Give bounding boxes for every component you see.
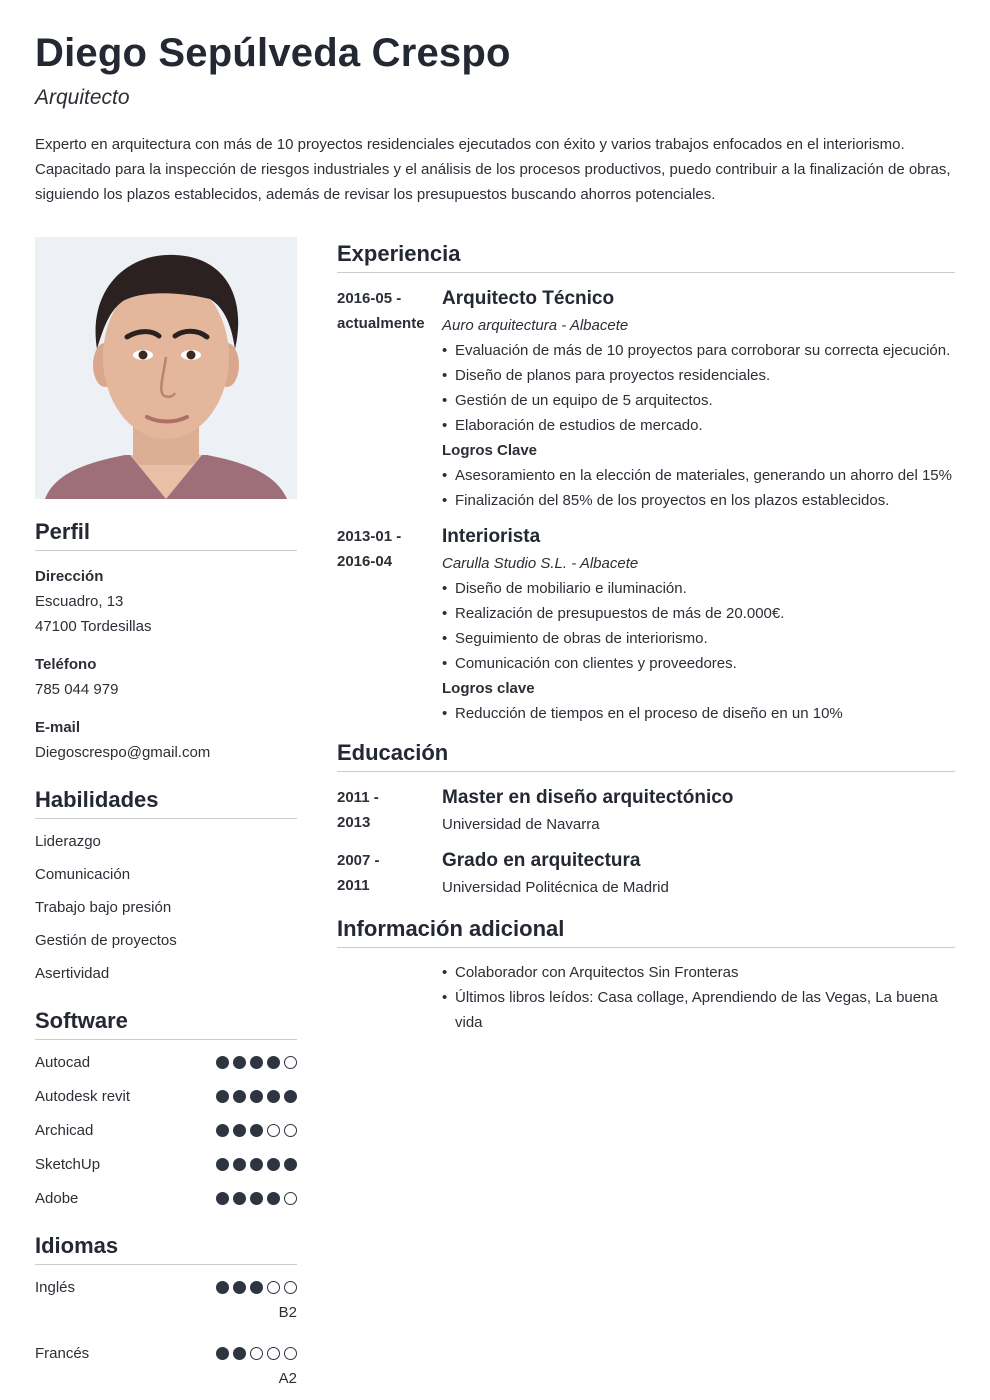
rating-dots bbox=[216, 1056, 297, 1069]
skill-item: Comunicación bbox=[35, 866, 131, 883]
software-name: Autocad bbox=[35, 1054, 91, 1071]
rating-dots bbox=[216, 1281, 297, 1294]
rating-dot-filled bbox=[250, 1158, 263, 1171]
rating-dot-empty bbox=[284, 1281, 297, 1294]
rating-dot-filled bbox=[233, 1158, 246, 1171]
rating-dot-filled bbox=[233, 1090, 246, 1103]
additional-list bbox=[442, 960, 955, 1035]
rating-dot-filled bbox=[267, 1192, 280, 1205]
phone-value: 785 044 979 bbox=[35, 681, 119, 698]
duty-bullet: • Diseño de planos para proyectos residenciales. bbox=[442, 363, 955, 388]
software-list bbox=[35, 1050, 297, 1211]
right-column bbox=[337, 241, 955, 1045]
skills-heading: Habilidades bbox=[35, 787, 297, 819]
software-item bbox=[35, 1186, 297, 1211]
experience-details bbox=[442, 523, 955, 726]
duty-bullet: • Evaluación de más de 10 proyectos para corroborar su correcta ejecución. bbox=[442, 338, 955, 363]
rating-dot-empty bbox=[267, 1347, 280, 1360]
software-item bbox=[35, 1152, 297, 1177]
date-start: 2013-01 - bbox=[337, 528, 402, 545]
rating-dot-empty bbox=[284, 1056, 297, 1069]
language-level: A2 bbox=[278, 1370, 297, 1387]
experience-list bbox=[337, 285, 955, 726]
language-name: Inglés bbox=[35, 1279, 76, 1296]
additional-bullet: • Colaborador con Arquitectos Sin Fronteras bbox=[442, 960, 955, 985]
experience-heading: Experiencia bbox=[337, 241, 955, 273]
achievements-label: Logros clave bbox=[442, 680, 535, 697]
rating-dot-filled bbox=[216, 1124, 229, 1137]
languages-heading: Idiomas bbox=[35, 1233, 297, 1265]
summary: Experto en arquitectura con más de 10 proyectos residenciales ejecutados con éxito y varios trabajos enfocados en el interiorismo. Capacitado para la inspección de riesgos industriales y el análisis de los procesos productivos, puedo contribuir a la finalización de obras, siguiendo los plazos establecidos, además de revisar los presupuestos buscando ahorros potenciales. bbox=[35, 136, 951, 203]
date-end: actualmente bbox=[337, 315, 425, 332]
rating-dot-filled bbox=[267, 1090, 280, 1103]
language-list bbox=[35, 1275, 297, 1391]
education-entry bbox=[337, 784, 955, 837]
duty-bullet: • Realización de presupuestos de más de 20.000€. bbox=[442, 601, 955, 626]
rating-dot-empty bbox=[250, 1347, 263, 1360]
address-line-1: Escuadro, 13 bbox=[35, 593, 124, 610]
date-start: 2011 - bbox=[337, 789, 379, 806]
date-end: 2013 bbox=[337, 814, 371, 831]
experience-entry bbox=[337, 285, 955, 513]
rating-dot-filled bbox=[216, 1192, 229, 1205]
degree: Master en diseño arquitectónico bbox=[442, 787, 734, 808]
additional-heading: Información adicional bbox=[337, 916, 955, 948]
date-start: 2016-05 - bbox=[337, 290, 402, 307]
language-level: B2 bbox=[278, 1304, 297, 1321]
achievements-label: Logros Clave bbox=[442, 442, 538, 459]
software-name: SketchUp bbox=[35, 1156, 101, 1173]
software-name: Autodesk revit bbox=[35, 1088, 131, 1105]
rating-dots bbox=[216, 1192, 297, 1205]
rating-dot-filled bbox=[267, 1056, 280, 1069]
address-label: Dirección bbox=[35, 568, 104, 585]
experience-details bbox=[442, 285, 955, 513]
rating-dot-filled bbox=[233, 1192, 246, 1205]
left-column bbox=[35, 237, 297, 1391]
duty-bullet: • Comunicación con clientes y proveedores. bbox=[442, 651, 955, 676]
duty-bullet: • Diseño de mobiliario e iluminación. bbox=[442, 576, 955, 601]
rating-dot-empty bbox=[284, 1192, 297, 1205]
profile-heading: Perfil bbox=[35, 519, 297, 551]
rating-dot-empty bbox=[267, 1124, 280, 1137]
rating-dots bbox=[216, 1347, 297, 1360]
skill-item: Trabajo bajo presión bbox=[35, 899, 172, 916]
rating-dot-filled bbox=[250, 1281, 263, 1294]
rating-dot-filled bbox=[233, 1124, 246, 1137]
rating-dot-filled bbox=[216, 1056, 229, 1069]
education-dates bbox=[337, 784, 442, 837]
phone-label: Teléfono bbox=[35, 656, 97, 673]
education-dates bbox=[337, 847, 442, 900]
rating-dot-filled bbox=[233, 1347, 246, 1360]
rating-dot-filled bbox=[216, 1347, 229, 1360]
skill-item: Liderazgo bbox=[35, 833, 101, 850]
education-details bbox=[442, 784, 955, 837]
rating-dot-filled bbox=[233, 1056, 246, 1069]
job-role: Interiorista bbox=[442, 526, 541, 547]
achievement-bullet: • Finalización del 85% de los proyectos en los plazos establecidos. bbox=[442, 488, 955, 513]
rating-dot-filled bbox=[233, 1281, 246, 1294]
additional-bullet: • Últimos libros leídos: Casa collage, Aprendiendo de las Vegas, La buena vida bbox=[442, 985, 955, 1035]
profile-photo bbox=[35, 237, 297, 499]
duty-bullet: • Gestión de un equipo de 5 arquitectos. bbox=[442, 388, 955, 413]
candidate-name: Diego Sepúlveda Crespo bbox=[35, 31, 511, 75]
rating-dot-empty bbox=[267, 1281, 280, 1294]
employer: Carulla Studio S.L. - Albacete bbox=[442, 555, 639, 572]
rating-dot-empty bbox=[284, 1347, 297, 1360]
rating-dot-filled bbox=[250, 1192, 263, 1205]
date-start: 2007 - bbox=[337, 852, 380, 869]
school: Universidad Politécnica de Madrid bbox=[442, 879, 669, 896]
education-list bbox=[337, 784, 955, 900]
rating-dot-filled bbox=[250, 1056, 263, 1069]
skill-item: Gestión de proyectos bbox=[35, 932, 177, 949]
rating-dot-filled bbox=[216, 1090, 229, 1103]
rating-dot-filled bbox=[284, 1090, 297, 1103]
rating-dots bbox=[216, 1124, 297, 1137]
rating-dot-filled bbox=[250, 1090, 263, 1103]
software-name: Archicad bbox=[35, 1122, 94, 1139]
address-line-2: 47100 Tordesillas bbox=[35, 618, 152, 635]
rating-dot-filled bbox=[216, 1158, 229, 1171]
software-item bbox=[35, 1084, 297, 1109]
software-name: Adobe bbox=[35, 1190, 79, 1207]
degree: Grado en arquitectura bbox=[442, 850, 641, 871]
education-details bbox=[442, 847, 955, 900]
rating-dot-filled bbox=[250, 1124, 263, 1137]
language-name: Francés bbox=[35, 1345, 90, 1362]
education-entry bbox=[337, 847, 955, 900]
skill-item: Asertividad bbox=[35, 965, 110, 982]
experience-dates bbox=[337, 285, 442, 513]
rating-dot-filled bbox=[267, 1158, 280, 1171]
rating-dot-empty bbox=[284, 1124, 297, 1137]
job-title: Arquitecto bbox=[35, 86, 130, 109]
language-item bbox=[35, 1341, 297, 1366]
job-role: Arquitecto Técnico bbox=[442, 288, 615, 309]
date-end: 2011 bbox=[337, 877, 370, 894]
software-heading: Software bbox=[35, 1008, 297, 1040]
software-item bbox=[35, 1118, 297, 1143]
experience-entry bbox=[337, 523, 955, 726]
duty-bullet: • Elaboración de estudios de mercado. bbox=[442, 413, 955, 438]
employer: Auro arquitectura - Albacete bbox=[442, 317, 629, 334]
duty-bullet: • Seguimiento de obras de interiorismo. bbox=[442, 626, 955, 651]
rating-dots bbox=[216, 1090, 297, 1103]
language-item bbox=[35, 1275, 297, 1300]
date-end: 2016-04 bbox=[337, 553, 393, 570]
rating-dot-filled bbox=[216, 1281, 229, 1294]
portrait-image bbox=[35, 237, 297, 499]
email-value: Diegoscrespo@gmail.com bbox=[35, 744, 211, 761]
experience-dates bbox=[337, 523, 442, 726]
achievement-bullet: • Asesoramiento en la elección de materiales, generando un ahorro del 15% bbox=[442, 463, 955, 488]
additional-date-spacer bbox=[337, 960, 442, 1035]
rating-dot-filled bbox=[284, 1158, 297, 1171]
school: Universidad de Navarra bbox=[442, 816, 600, 833]
email-label: E-mail bbox=[35, 719, 81, 736]
achievement-bullet: • Reducción de tiempos en el proceso de diseño en un 10% bbox=[442, 701, 955, 726]
education-heading: Educación bbox=[337, 740, 955, 772]
rating-dots bbox=[216, 1158, 297, 1171]
software-item bbox=[35, 1050, 297, 1075]
additional-entry bbox=[337, 960, 955, 1035]
